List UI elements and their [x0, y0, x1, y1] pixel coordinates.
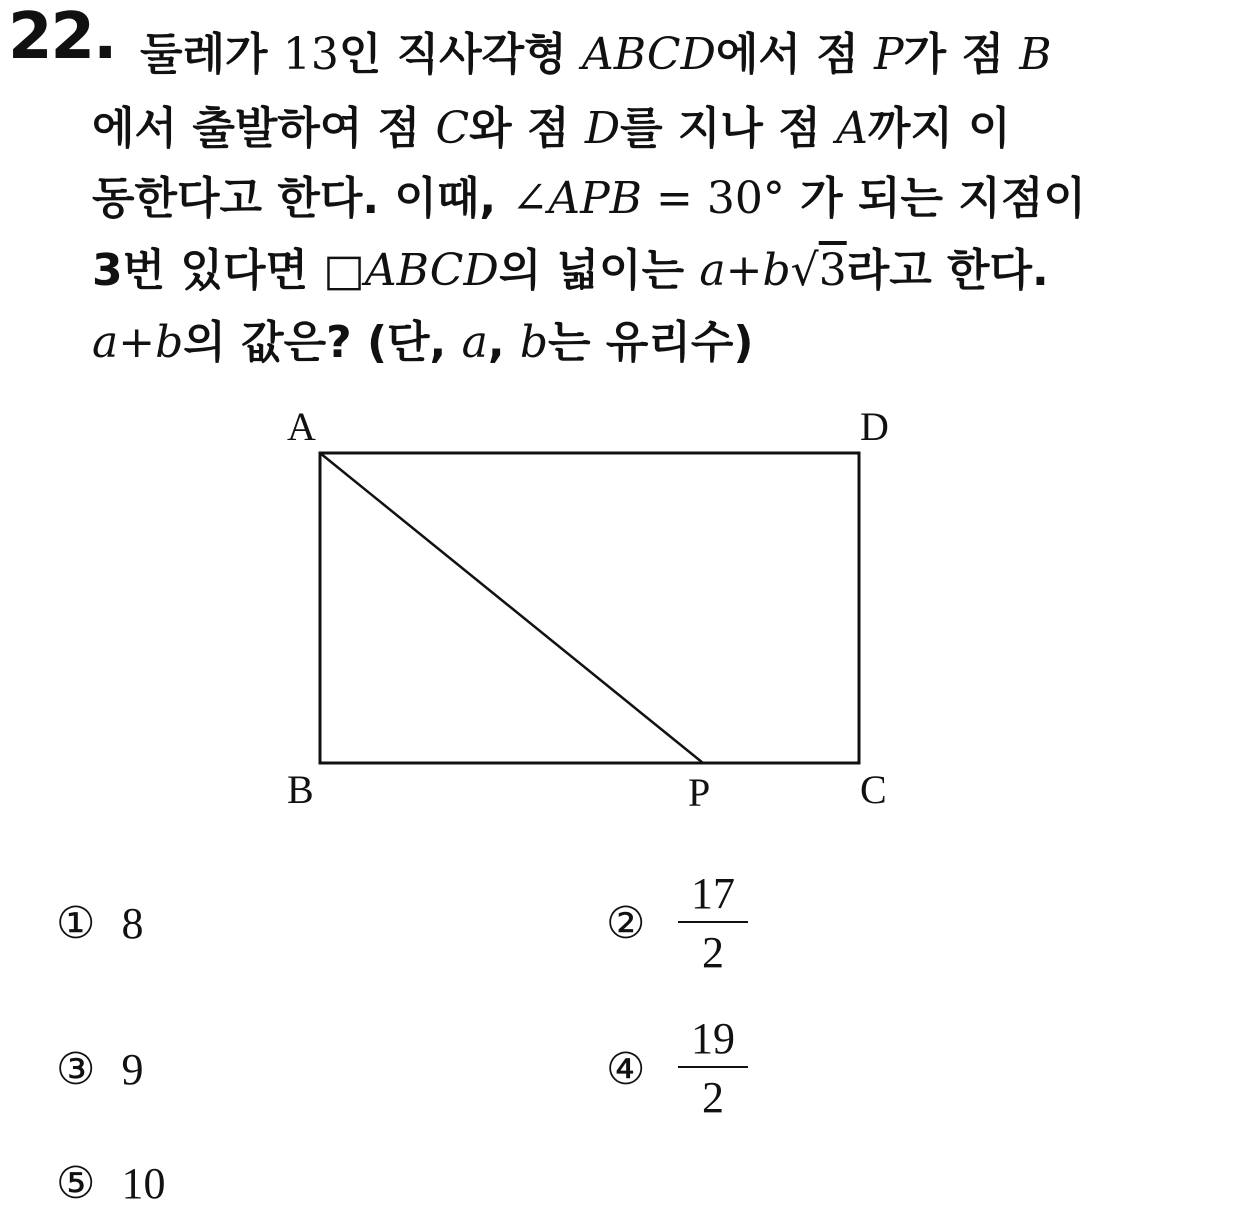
choice-4-fraction: 19 2	[678, 1013, 748, 1123]
question-number: 22.	[8, 0, 116, 74]
choice-2[interactable]	[606, 898, 645, 949]
question-line-4: 3번 있다면 □ABCD의 넓이는 a+b√3라고 한다.	[92, 245, 1049, 296]
question-line-2: 에서 출발하여 점 C와 점 D를 지나 점 A까지 이	[92, 103, 1011, 154]
segment-ap	[320, 453, 703, 763]
choice-1-value: 8	[121, 899, 144, 948]
choice-4-mark: ④	[606, 1045, 646, 1094]
choice-3-value: 9	[121, 1045, 144, 1094]
label-c: C	[860, 767, 887, 812]
choice-5[interactable]	[56, 1158, 165, 1209]
question-line-5: a+b의 값은? (단, a, b는 유리수)	[92, 317, 754, 368]
question-line-3: 동한다고 한다. 이때, ∠APB = 30° 가 되는 지점이	[92, 173, 1086, 224]
choice-1[interactable]	[56, 898, 143, 949]
choice-2-fraction: 17 2	[678, 868, 748, 978]
label-b: B	[287, 767, 314, 812]
choice-1-mark: ①	[56, 899, 96, 948]
choice-4[interactable]	[606, 1044, 645, 1095]
choice-5-value: 10	[121, 1159, 166, 1208]
rectangle-abcd	[320, 453, 859, 763]
choice-3-mark: ③	[56, 1045, 96, 1094]
label-a: A	[287, 404, 316, 449]
question-line-1: 둘레가 13인 직사각형 ABCD에서 점 P가 점 B	[140, 29, 1052, 80]
choice-3[interactable]	[56, 1044, 143, 1095]
label-d: D	[860, 404, 889, 449]
choice-2-mark: ②	[606, 899, 646, 948]
choice-5-mark: ⑤	[56, 1159, 96, 1208]
label-p: P	[688, 770, 711, 815]
